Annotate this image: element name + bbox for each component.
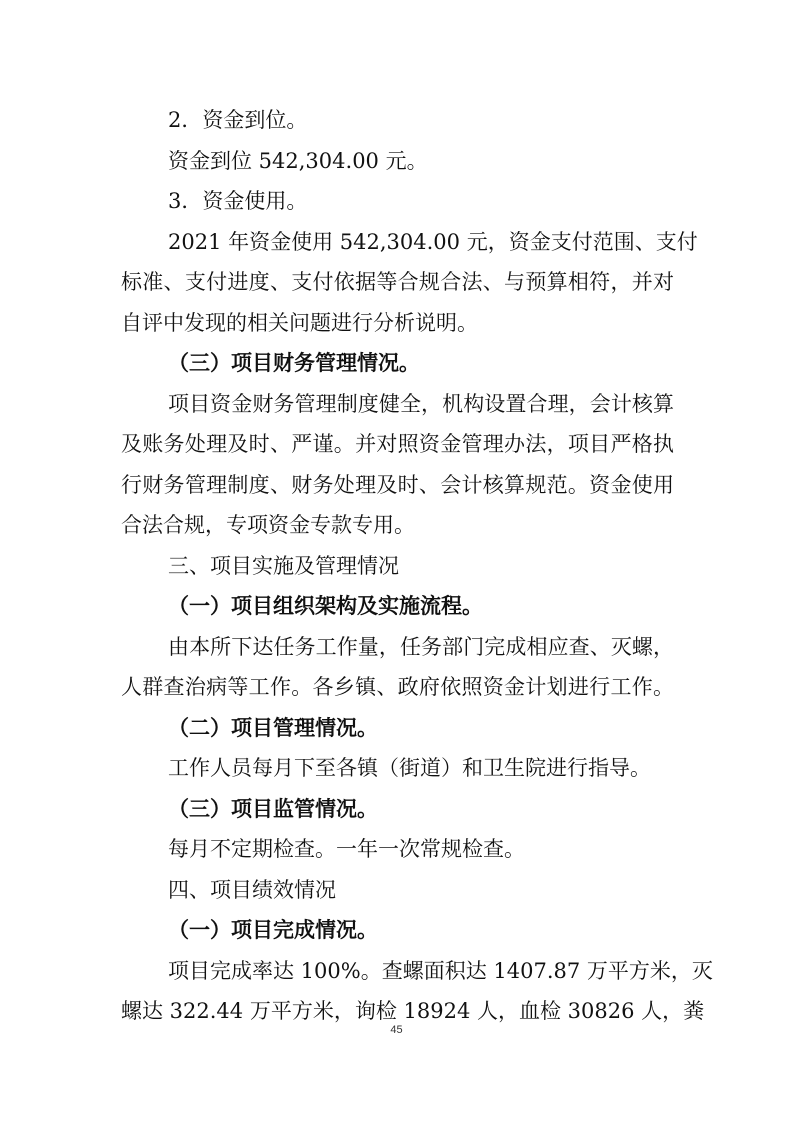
paragraph-line: 工作人员每月下至各镇（街道）和卫生院进行指导。 bbox=[168, 756, 651, 780]
subheading-funds-arrival: 2．资金到位。 bbox=[168, 108, 308, 132]
page-number: 45 bbox=[390, 1024, 403, 1036]
subheading-funds-usage: 3．资金使用。 bbox=[168, 189, 308, 213]
section-heading-project-management: （二）项目管理情况。 bbox=[168, 715, 378, 740]
paragraph-line: 人群查治病等工作。各乡镇、政府依照资金计划进行工作。 bbox=[121, 675, 674, 699]
chapter-heading-performance: 四、项目绩效情况 bbox=[168, 878, 336, 902]
paragraph-line: 项目资金财务管理制度健全，机构设置合理，会计核算 bbox=[168, 392, 674, 416]
paragraph-line: 2021 年资金使用 542,304.00 元，资金支付范围、支付 bbox=[168, 230, 698, 254]
paragraph-line: 标准、支付进度、支付依据等合规合法、与预算相符，并对 bbox=[121, 270, 674, 294]
section-heading-organization: （一）项目组织架构及实施流程。 bbox=[168, 593, 483, 618]
paragraph-line: 每月不定期检查。一年一次常规检查。 bbox=[168, 837, 525, 861]
paragraph-line: 自评中发现的相关问题进行分析说明。 bbox=[121, 311, 478, 335]
paragraph-funds-arrival: 资金到位 542,304.00 元。 bbox=[168, 149, 428, 173]
paragraph-line: 项目完成率达 100%。查螺面积达 1407.87 万平方米，灭 bbox=[168, 959, 713, 983]
paragraph-line: 由本所下达任务工作量，任务部门完成相应查、灭螺， bbox=[168, 635, 674, 659]
section-heading-financial-management: （三）项目财务管理情况。 bbox=[168, 350, 420, 375]
paragraph-line: 螺达 322.44 万平方米，询检 18924 人，血检 30826 人，粪 bbox=[121, 999, 705, 1023]
paragraph-line: 合法合规，专项资金专款专用。 bbox=[121, 513, 415, 537]
chapter-heading-implementation: 三、项目实施及管理情况 bbox=[168, 554, 399, 578]
section-heading-supervision: （三）项目监管情况。 bbox=[168, 796, 378, 821]
section-heading-completion: （一）项目完成情况。 bbox=[168, 917, 378, 942]
paragraph-line: 行财务管理制度、财务处理及时、会计核算规范。资金使用 bbox=[121, 473, 674, 497]
paragraph-line: 及账务处理及时、严谨。并对照资金管理办法，项目严格执 bbox=[121, 432, 674, 456]
